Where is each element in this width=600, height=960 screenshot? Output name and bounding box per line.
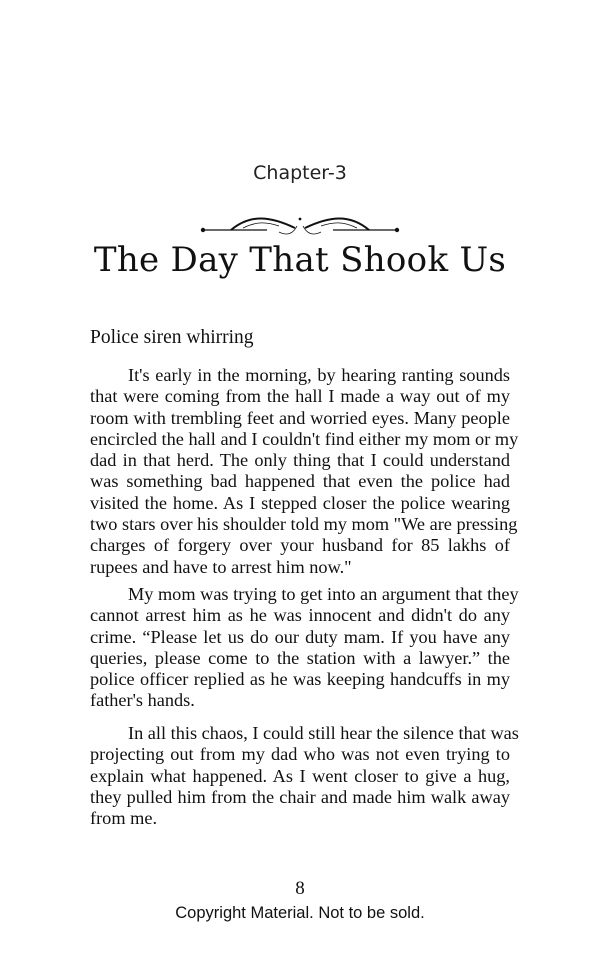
text-line: police officer replied as he was keeping handcuffs in my: [90, 669, 510, 690]
text-line: father's hands.: [90, 690, 195, 711]
text-line: explain what happened. As I went closer to give a hug,: [90, 765, 510, 786]
chapter-label: Chapter-3: [253, 162, 347, 184]
text-line: dad in that herd. The only thing that I could understand: [90, 450, 510, 471]
text-line: projecting out from my dad who was not even trying to: [90, 744, 510, 765]
text-line: encircled the hall and I couldn't find either my mom or my: [90, 428, 519, 449]
ornament-divider-icon: [195, 212, 405, 242]
chapter-title: The Day That Shook Us: [93, 240, 507, 280]
text-line: My mom was trying to get into an argument that they: [128, 584, 519, 604]
text-line: room with trembling feet and worried eyes. Many people: [90, 407, 510, 428]
text-line: crime. “Please let us do our duty mam. If you have any: [90, 626, 510, 647]
page-number: 8: [295, 878, 305, 899]
paragraph-1: [90, 365, 519, 578]
text-line: that were coming from the hall I made a way out of my: [90, 386, 510, 407]
text-line: In all this chaos, I could still hear the silence that was: [128, 723, 519, 743]
paragraph-3: [90, 723, 519, 829]
text-line: was something bad happened that even the police had: [90, 471, 510, 492]
text-line: It's early in the morning, by hearing ranting sounds: [128, 365, 510, 385]
text-line: they pulled him from the chair and made him walk away: [90, 786, 510, 807]
text-line: charges of forgery over your husband for 85 lakhs of: [90, 535, 510, 556]
text-line: queries, please come to the station with a lawyer.” the: [90, 647, 510, 668]
text-line: rupees and have to arrest him now.": [90, 556, 352, 577]
text-line: from me.: [90, 808, 158, 829]
text-line: visited the home. As I stepped closer the police wearing: [90, 492, 510, 513]
paragraph-2: [90, 584, 519, 712]
copyright-footer: Copyright Material. Not to be sold.: [175, 904, 425, 922]
text-line: cannot arrest him as he was innocent and didn't do any: [90, 605, 510, 626]
section-subheading: Police siren whirring: [90, 327, 254, 348]
text-line: two stars over his shoulder told my mom "We are pressing: [90, 514, 518, 535]
